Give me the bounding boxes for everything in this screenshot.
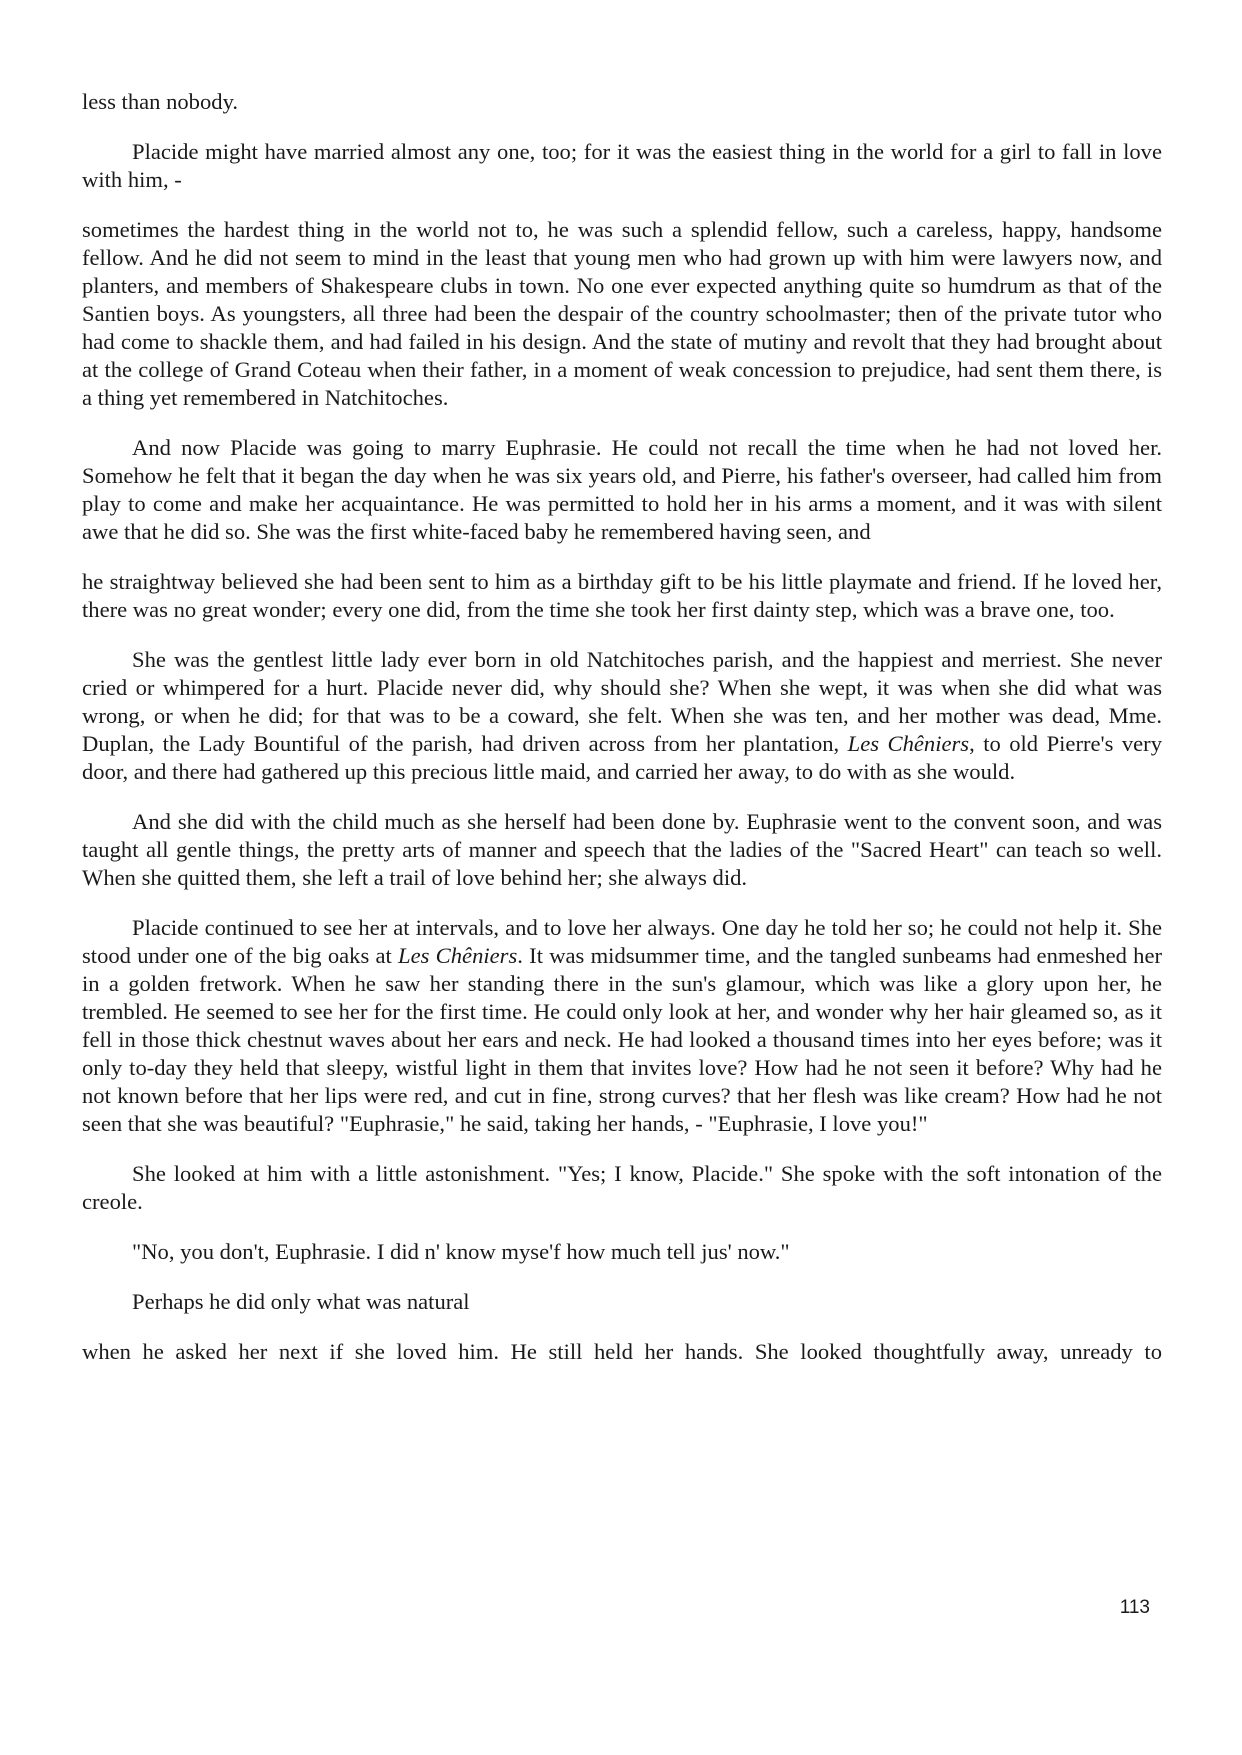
paragraph-text: Perhaps he did only what was natural (132, 1289, 470, 1314)
paragraph-text: Placide continued to see her at intervals, and to love her always. One day he told her so; he could not help it. She stood under one of the big oaks at (82, 915, 1162, 968)
paragraph-text: She was the gentlest little lady ever born in old Natchitoches parish, and the happiest and merriest. She never cried or whimpered for a hurt. Placide never did, why should she? When she wept, it was when she did what was wrong, or when he did; for that was to be a coward, she felt. When she was ten, and her mother was dead, Mme. Duplan, the Lady Bountiful of the parish, had driven across from her plantation, (82, 647, 1162, 756)
page-number: 113 (1119, 1597, 1150, 1618)
paragraph (82, 138, 1162, 194)
paragraph (82, 88, 1162, 116)
paragraph (82, 1288, 1162, 1316)
paragraph (82, 434, 1162, 546)
paragraph (82, 808, 1162, 892)
paragraph (82, 646, 1162, 786)
paragraph (82, 568, 1162, 624)
italic-text: Les Chêniers (847, 731, 970, 756)
paragraph-text: And she did with the child much as she herself had been done by. Euphrasie went to the convent soon, and was taught all gentle things, the pretty arts of manner and speech that the ladies of the "Sacred Heart" can teach so well. When she quitted them, she left a trail of love behind her; she always did. (82, 809, 1162, 890)
paragraph-text: sometimes the hardest thing in the world not to, he was such a splendid fellow, such a careless, happy, handsome fellow. And he did not seem to mind in the least that young men who had grown up with him were lawyers now, and planters, and members of Shakespeare clubs in town. No one ever expected anything quite so humdrum as that of the Santien boys. As youngsters, all three had been the despair of the country schoolmaster; then of the private tutor who had come to shackle them, and had failed in his design. And the state of mutiny and revolt that they had brought about at the college of Grand Coteau when their father, in a moment of weak concession to prejudice, had sent them there, is a thing yet remembered in Natchitoches. (82, 217, 1162, 410)
document-body (82, 88, 1162, 1388)
paragraph (82, 1160, 1162, 1216)
paragraph (82, 1338, 1162, 1366)
paragraph-text: "No, you don't, Euphrasie. I did n' know myse'f how much tell jus' now." (132, 1239, 790, 1264)
paragraph-text: . It was midsummer time, and the tangled sunbeams had enmeshed her in a golden fretwork. When he saw her standing there in the sun's glamour, which was like a glory upon her, he trembled. He seemed to see her for the first time. He could only look at her, and wonder why her hair gleamed so, as it fell in those thick chestnut waves about her ears and neck. He had looked a thousand times into her eyes before; was it only to-day they held that sleepy, wistful light in them that invites love? How had he not seen it before? Why had he not known before that her lips were red, and cut in fine, strong curves? that her flesh was like cream? How had he not seen that she was beautiful? "Euphrasie," he said, taking her hands, - "Euphrasie, I love you!" (82, 943, 1162, 1136)
paragraph (82, 1238, 1162, 1266)
paragraph-text: Placide might have married almost any one, too; for it was the easiest thing in the world for a girl to fall in love with him, - (82, 139, 1162, 192)
paragraph-text: She looked at him with a little astonishment. "Yes; I know, Placide." She spoke with the soft intonation of the creole. (82, 1161, 1162, 1214)
paragraph-text: he straightway believed she had been sent to him as a birthday gift to be his little playmate and friend. If he loved her, there was no great wonder; every one did, from the time she took her first dainty step, which was a brave one, too. (82, 569, 1162, 622)
paragraph (82, 914, 1162, 1138)
paragraph (82, 216, 1162, 412)
paragraph-text: when he asked her next if she loved him. He still held her hands. She looked thoughtfully away, unready to (82, 1339, 1162, 1364)
paragraph-text: less than nobody. (82, 89, 239, 114)
paragraph-text: , to old Pierre's very door, and there had gathered up this precious little maid, and carried her away, to do with as she would. (82, 731, 1162, 784)
paragraph-text: And now Placide was going to marry Euphrasie. He could not recall the time when he had not loved her. Somehow he felt that it began the day when he was six years old, and Pierre, his father's overseer, had called him from play to come and make her acquaintance. He was permitted to hold her in his arms a moment, and it was with silent awe that he did so. She was the first white-faced baby he remembered having seen, and (82, 435, 1162, 544)
italic-text: Les Chêniers (398, 943, 518, 968)
